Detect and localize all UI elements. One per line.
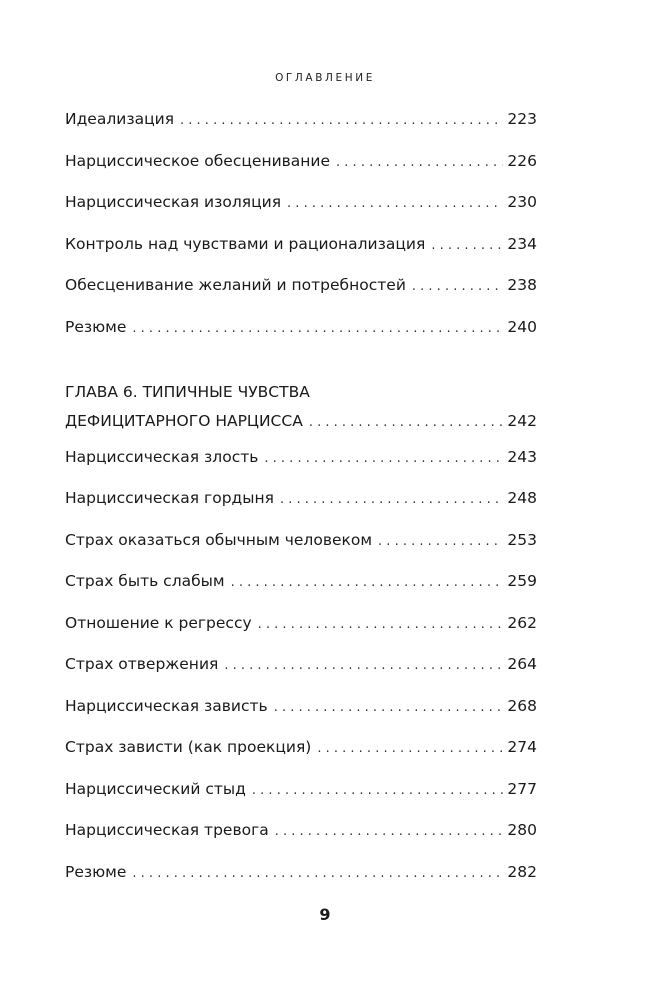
toc-entry-title: Нарциссическая зависть [65,697,268,715]
toc-entry[interactable] [65,192,537,214]
toc-entry-title: Страх оказаться обычным человеком [65,531,373,549]
leader-dots [274,698,504,718]
leader-dots [309,413,504,433]
toc-entry-page: 268 [507,697,537,715]
chapter-heading-line2: ДЕФИЦИТАРНОГО НАРЦИССА [65,412,303,430]
toc-entry-page: 259 [507,572,537,590]
toc-entry[interactable] [65,151,537,173]
toc-entry-page: 280 [507,821,537,839]
running-header: ОГЛАВЛЕНИЕ [275,72,375,84]
toc-entry-page: 240 [507,318,537,336]
toc-entry-page: 226 [507,152,537,170]
toc-entry[interactable] [65,571,537,593]
toc-entry-title: Нарциссическое обесценивание [65,152,331,170]
leader-dots [378,532,503,552]
leader-dots [264,449,503,469]
toc-entry-page: 248 [507,489,537,507]
leader-dots [224,656,503,676]
toc-entry[interactable] [65,234,537,256]
leader-dots [258,615,504,635]
page-number: 9 [319,905,331,924]
toc-entry[interactable] [65,317,537,339]
chapter-page: 242 [507,412,537,430]
toc-entry[interactable] [65,737,537,759]
toc-entry[interactable] [65,530,537,552]
toc-entry-page: 253 [507,531,537,549]
toc-entry-title: Обесценивание желаний и потребностей [65,276,406,294]
leader-dots [275,822,504,842]
toc-entry-title: Нарциссическая изоляция [65,193,282,211]
toc-entry[interactable] [65,654,537,676]
toc-entry-title: Контроль над чувствами и рационализация [65,235,426,253]
toc-entry-page: 274 [507,738,537,756]
toc-entry-page: 277 [507,780,537,798]
leader-dots [412,277,504,297]
toc-entry-page: 223 [507,110,537,128]
toc-entry-title: Нарциссический стыд [65,780,246,798]
toc-entry[interactable] [65,275,537,297]
toc-entry-title: Резюме [65,863,127,881]
leader-dots [180,111,503,131]
toc-entry[interactable] [65,820,537,842]
toc-entry[interactable] [65,862,537,884]
toc-entry-title: Идеализация [65,110,175,128]
toc-entry-title: Страх зависти (как проекция) [65,738,312,756]
toc-entry[interactable] [65,696,537,718]
toc-entry-page: 262 [507,614,537,632]
toc-entry-title: Отношение к регрессу [65,614,252,632]
toc-entry[interactable] [65,779,537,801]
toc-entry-page: 264 [507,655,537,673]
leader-dots [231,573,504,593]
toc-entry-title: Нарциссическая гордыня [65,489,274,507]
toc-entry-page: 238 [507,276,537,294]
toc-entry-title: Страх быть слабым [65,572,225,590]
leader-dots [431,236,503,256]
toc-entry-page: 282 [507,863,537,881]
leader-dots [317,739,503,759]
leader-dots [280,490,503,510]
toc-entry[interactable] [65,488,537,510]
leader-dots [132,319,503,339]
leader-dots [287,194,503,214]
toc-entry-title: Резюме [65,318,127,336]
chapter-heading-line1: ГЛАВА 6. ТИПИЧНЫЕ ЧУВСТВА [65,383,310,401]
toc-entry-page: 234 [507,235,537,253]
toc-entry-title: Страх отвержения [65,655,219,673]
toc-entry[interactable] [65,613,537,635]
chapter-heading-entry[interactable] [65,411,537,433]
toc-entry-title: Нарциссическая тревога [65,821,269,839]
toc-entry[interactable] [65,109,537,131]
leader-dots [252,781,504,801]
toc-entry[interactable] [65,447,537,469]
toc-entry-title: Нарциссическая злость [65,448,259,466]
leader-dots [336,153,503,173]
leader-dots [132,864,503,884]
toc-entry-page: 243 [507,448,537,466]
toc-entry-page: 230 [507,193,537,211]
